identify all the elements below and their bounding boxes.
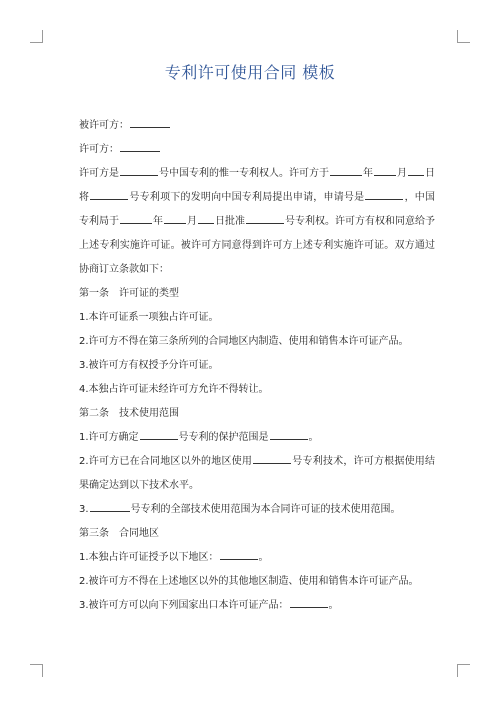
crop-mark-bottom-left <box>30 664 43 677</box>
blank <box>290 596 328 608</box>
blank <box>120 212 152 224</box>
article1-item3: 3.被许可方有权授予分许可证。 <box>79 360 219 371</box>
article2-heading: 第二条 技术使用范围 <box>79 408 179 419</box>
blank <box>408 164 424 176</box>
article3-item1: 1.本独占许可证授予以下地区： 。 <box>79 546 435 570</box>
crop-mark-top-right <box>457 30 470 43</box>
blank <box>198 212 214 224</box>
blank <box>90 500 130 512</box>
licensee-line: 被许可方： <box>79 114 435 138</box>
blank <box>253 452 291 464</box>
article3-item2: 2.被许可方不得在上述地区以外的其他地区制造、使用和销售本许可证产品。 <box>79 576 419 587</box>
article1-item1: 1.本许可证系一项独占许可证。 <box>79 312 219 323</box>
article2-item3: 3. 号专利的全部技术使用范围为本合同许可证的技术使用范围。 <box>79 498 435 522</box>
blank <box>374 164 396 176</box>
document-title: 专利许可使用合同 模板 <box>164 63 336 82</box>
article3-item3: 3.被许可方可以向下列国家出口本许可证产品： 。 <box>79 594 435 618</box>
licensor-blank <box>120 140 160 152</box>
article2-item1: 1.许可方确定 号专利的保护范围是 。 <box>79 426 435 450</box>
article2-item2: 2.许可方已在合同地区以外的地区使用 号专利技术，许可方根据使用结果确定达到以下技术水平。 <box>79 450 435 498</box>
blank <box>330 164 362 176</box>
blank <box>120 164 158 176</box>
blank <box>365 188 403 200</box>
blank <box>140 428 178 440</box>
blank <box>164 212 186 224</box>
blank <box>270 428 308 440</box>
crop-mark-top-left <box>30 30 43 43</box>
licensee-blank <box>130 116 170 128</box>
licensor-line: 许可方： <box>79 138 435 162</box>
blank <box>220 548 258 560</box>
article1-item2: 2.许可方不得在第三条所列的合同地区内制造、使用和销售本许可证产品。 <box>79 336 409 347</box>
blank <box>246 212 284 224</box>
crop-mark-bottom-right <box>457 664 470 677</box>
article3-heading: 第三条 合同地区 <box>79 528 159 539</box>
intro-paragraph: 许可方是 号中国专利的惟一专利权人。许可方于 年 月 日将 号专利项下的发明向中国专利局提出申请，申请号是 ，中国专利局于 年 月 日批准 号专利权。许可方有权和同意给予上述专利实施许可证。被许可方同意得到许可方上述专利实施许可证。双方通过协商订立条款如下： <box>79 162 435 282</box>
document-body <box>79 114 435 618</box>
blank <box>90 188 128 200</box>
article1-heading: 第一条 许可证的类型 <box>79 288 179 299</box>
article1-item4: 4.本独占许可证未经许可方允许不得转让。 <box>79 384 269 395</box>
